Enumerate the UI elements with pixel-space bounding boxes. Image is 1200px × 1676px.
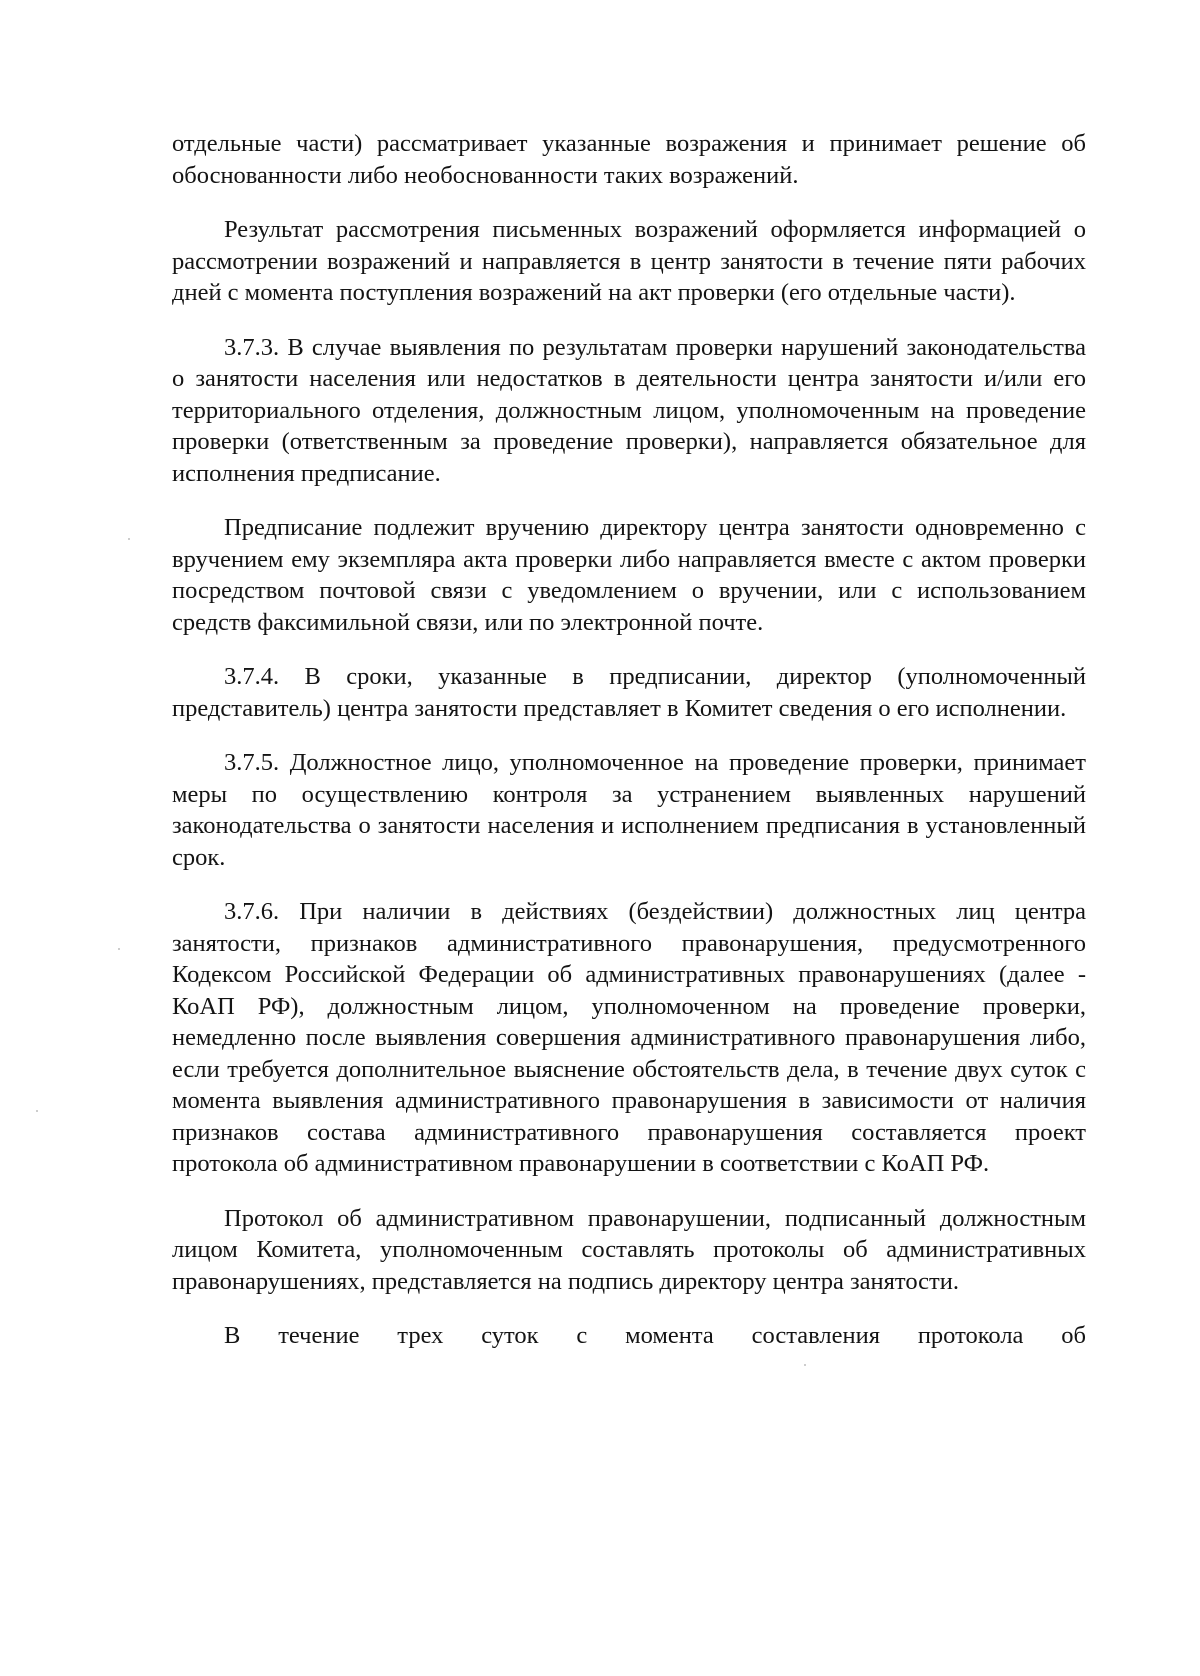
paragraph-objection-result: Результат рассмотрения письменных возражений оформляется информацией о рассмотрении возражений и направляется в центр занятости в течение пяти рабочих дней с момента поступления возражений на акт проверки (его отдельные части). [172, 216, 1086, 306]
paragraph-3-7-3: 3.7.3. В случае выявления по результатам проверки нарушений законодательства о занятости населения или недостатков в деятельности центра занятости и/или его территориального отделения, должностным лицом, уполномоченным на проведение проверки (ответственным за проведение проверки), направляется обязательное для исполнения предписание. [172, 333, 1086, 487]
document-body [172, 128, 1086, 1352]
paragraph-three-days: В течение трех суток с момента составления протокола об [224, 1322, 1086, 1349]
paragraph-3-7-5: 3.7.5. Должностное лицо, уполномоченное на проведение проверки, принимает меры по осуществлению контроля за устранением выявленных нарушений законодательства о занятости населения и исполнением предписания в установленный срок. [172, 749, 1086, 871]
scan-speck [36, 1110, 38, 1112]
paragraph-protocol-signature: Протокол об административном правонарушении, подписанный должностным лицом Комитета, уполномоченным составлять протоколы об административных правонарушениях, представляется на подпись директору центра занятости. [172, 1204, 1086, 1295]
paragraph-continuation: отдельные части) рассматривает указанные возражения и принимает решение об обоснованности либо необоснованности таких возражений. [172, 130, 1086, 189]
paragraph-prescription-delivery: Предписание подлежит вручению директору центра занятости одновременно с вручением ему экземпляра акта проверки либо направляется вместе с актом проверки посредством почтовой связи с уведомлением о вручении, или с использованием средств факсимильной связи, или по электронной почте. [172, 514, 1086, 636]
scan-speck [118, 948, 120, 950]
paragraph-3-7-6: 3.7.6. При наличии в действиях (бездействии) должностных лиц центра занятости, признаков административного правонарушения, предусмотренного Кодексом Российской Федерации об административных правонарушениях (далее - КоАП РФ), должностным лицом, уполномоченном на проведение проверки, немедленно после выявления совершения административного правонарушения либо, если требуется дополнительное выяснение обстоятельств дела, в течение двух суток с момента выявления административного правонарушения в зависимости от наличия признаков состава административного правонарушения составляется проект протокола об административном правонарушении в соответствии с КоАП РФ. [172, 898, 1086, 1177]
scan-speck [128, 538, 130, 540]
paragraph-3-7-4: 3.7.4. В сроки, указанные в предписании, директор (уполномоченный представитель) центра занятости представляет в Комитет сведения о его исполнении. [172, 663, 1086, 722]
scan-speck [804, 1364, 806, 1366]
